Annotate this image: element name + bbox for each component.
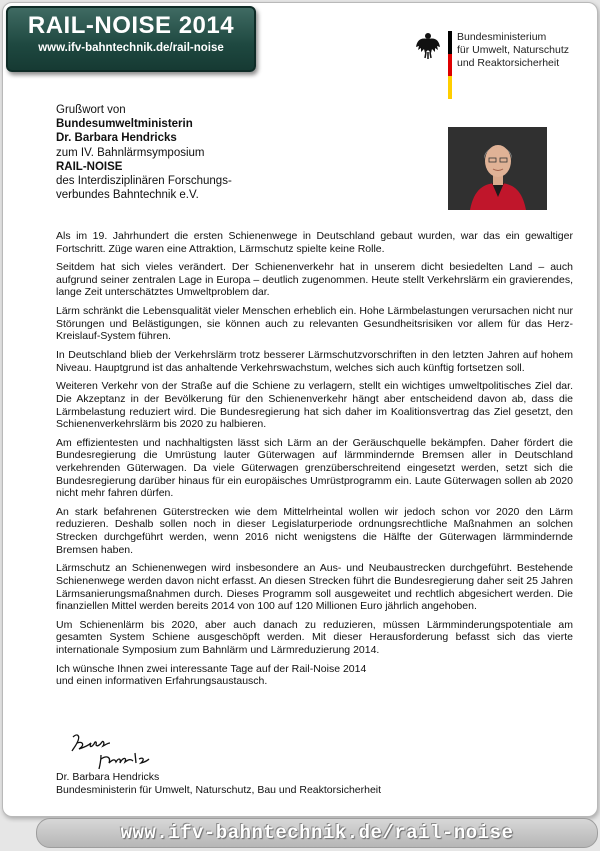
greeting-line: Bundesumweltministerin [56, 118, 193, 131]
ministry-name-line: Bundesministerium [457, 31, 547, 43]
german-flag-stripe [448, 31, 452, 99]
badge-url-link[interactable]: www.ifv-bahntechnik.de/rail-noise [38, 42, 224, 54]
greeting-block [56, 103, 232, 202]
greeting-line: RAIL-NOISE [56, 160, 123, 173]
body-paragraph: Weiteren Verkehr von der Straße auf die Schiene zu verlagern, stellt ein wichtiges umweltpolitisches Ziel dar. Die Akzeptanz in der Bevölkerung für den Schienenverkehr hängt aber entscheidend davon ab, dass die Lärmbelastung reduziert wird. Die Bundesregierung hat sich daher im Koalitionsvertrag das Ziel gesetzt, den Schienenverkehrslärm bis 2020 zu halbieren. [56, 380, 573, 431]
letter-page [2, 2, 598, 817]
handwritten-signature [67, 731, 167, 771]
body-paragraph: In Deutschland blieb der Verkehrslärm trotz besserer Lärmschutzvorschriften in den letzten Jahren auf hohem Niveau. Hauptgrund ist das anhaltende Verkehrswachstum, welches sich auch künftig fortsetzen soll. [56, 349, 573, 374]
letter-body [56, 230, 573, 694]
signatory-title: Bundesministerin für Umwelt, Naturschutz, Bau und Reaktorsicherheit [56, 784, 382, 796]
body-paragraph: Lärm schränkt die Lebensqualität vieler Menschen erheblich ein. Hohe Lärmbelastungen verursachen nicht nur Störungen und Belästigungen, sie können auch zu relevanten Gesundheitsrisiken vor allem für das Herz-Kreislauf-System führen. [56, 305, 573, 343]
signatory-block [56, 771, 381, 797]
body-paragraph: Um Schienenlärm bis 2020, aber auch danach zu reduzieren, müssen Lärmminderungspotentiale am gesamten System Schiene ausgeschöpft werden. Mit dieser Herausforderung befasst sich das vierte internationale Symposium zum Bahnlärm und Lärmreduzierung 2014. [56, 618, 573, 656]
greeting-line: des Interdisziplinären Forschungs- [56, 175, 232, 188]
minister-portrait [448, 127, 547, 210]
body-paragraph: Lärmschutz an Schienenwegen wird insbesondere an Aus- und Neubaustrecken durchgeführt. Bestehende Schienenwege werden davon nicht erfasst. An diesen Strecken führt die Bundesregierung daher seit 25 Jahren Lärmsanierungsmaßnahmen durch. Dieses Programm soll ausgeweitet und rechtlich abgesichert werden. Die finanziellen Mittel werden bereits 2014 von 100 auf 120 Millionen Euro jährlich angehoben. [56, 562, 573, 613]
footer-banner[interactable] [36, 818, 598, 848]
body-paragraph: Als im 19. Jahrhundert die ersten Schienenwege in Deutschland gebaut wurden, war das ein gewaltiger Fortschritt. Züge waren eine Attraktion, Lärmschutz spielte keine Rolle. [56, 230, 573, 255]
greeting-line: verbundes Bahntechnik e.V. [56, 189, 199, 202]
ministry-logo [415, 31, 595, 101]
rail-noise-badge[interactable] [6, 6, 256, 72]
greeting-line: Grußwort von [56, 104, 126, 116]
ministry-name-line: und Reaktorsicherheit [457, 57, 560, 69]
greeting-line: Dr. Barbara Hendricks [56, 132, 177, 145]
footer-url-link[interactable]: www.ifv-bahntechnik.de/rail-noise [120, 822, 514, 844]
body-paragraph: Am effizientesten und nachhaltigsten lässt sich Lärm an der Geräuschquelle bekämpfen. Daher fördert die Bundesregierung die Umrüstung lauter Güterwagen auf lärmmindernde Bremsen aller in Deutschland verkehrenden Güterwagen. Da viele Güterwagen grenzüberschreitend eingesetzt werden, setzt sich die Bundesregierung darüber hinaus für ein europäisches Umrüstprogramm ein. Laute Güterwagen sollen ab 2020 nicht mehr fahren dürfen. [56, 436, 573, 500]
ministry-name [457, 31, 569, 70]
body-paragraph: Seitdem hat sich vieles verändert. Der Schienenverkehr hat in unserem dicht besiedelten Land – auch aufgrund seiner zentralen Lage in Europa – deutlich zugenommen. Heute stellt Verkehrslärm ein gravierendes, lange Zeit unterschätztes Umweltproblem dar. [56, 261, 573, 299]
greeting-line: zum IV. Bahnlärmsymposium [56, 146, 205, 159]
closing-paragraph [56, 663, 573, 688]
closing-line: Ich wünsche Ihnen zwei interessante Tage auf der Rail-Noise 2014 [56, 662, 367, 675]
federal-eagle-icon [415, 31, 441, 61]
closing-line: und einen informativen Erfahrungsaustausch. [56, 675, 268, 688]
ministry-name-line: für Umwelt, Naturschutz [457, 44, 570, 56]
signatory-name: Dr. Barbara Hendricks [56, 771, 160, 783]
body-paragraph: An stark befahrenen Güterstrecken wie dem Mittelrheintal wollen wir jedoch schon vor 2020 den Lärm reduzieren. Deshalb sollen noch in dieser Legislaturperiode ordnungsrechtliche Maßnahmen an solchen Strecken durchgeführt werden, wenn 2016 nicht wenigstens die Hälfte der Güterwagen lärmmindernde Bremsen haben. [56, 505, 573, 556]
badge-title: RAIL-NOISE 2014 [27, 12, 235, 39]
